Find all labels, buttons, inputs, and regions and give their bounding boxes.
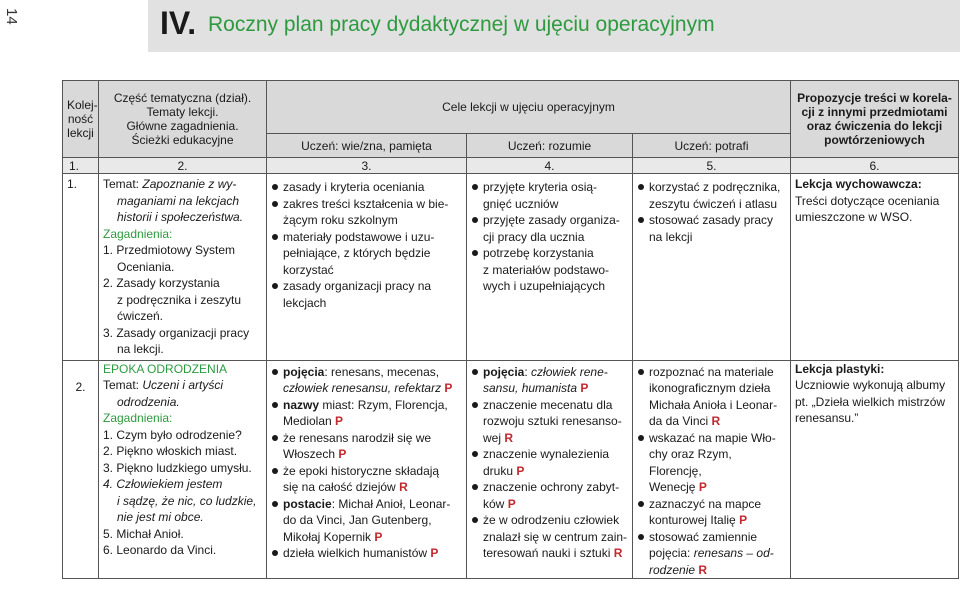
- can-item: stosować zamiennie pojęcia: renesans – od- rodzenie R: [637, 529, 786, 579]
- requirement-level: P: [739, 513, 748, 527]
- chapter-roman: IV.: [160, 5, 197, 41]
- italic-term: renesans – od- rodzenie: [649, 546, 774, 577]
- requirement-level: P: [580, 381, 589, 395]
- proposal-cell: [791, 360, 959, 579]
- issues-label: Zagadnienia:: [103, 226, 173, 241]
- header-knows: Uczeń: wie/zna, pamięta: [267, 134, 467, 158]
- issue-item: 4. Człowiekiem jestem: [103, 477, 223, 491]
- understands-cell: [467, 174, 633, 361]
- lesson-topic: [103, 377, 262, 410]
- issue-item: i sądzę, że nic, co ludzkie,: [117, 493, 257, 508]
- knows-item: że epoki historyczne składają się na całość dziejów R: [271, 463, 462, 496]
- page-title: Roczny plan pracy dydaktycznej w ujęciu operacyjnym: [208, 13, 715, 36]
- can-list: [637, 364, 786, 579]
- can-cell: [633, 174, 791, 361]
- requirement-level: P: [698, 480, 707, 494]
- header-can: Uczeń: potrafi: [633, 134, 791, 158]
- col-number: 3.: [267, 158, 467, 174]
- col-number: 2.: [99, 158, 267, 174]
- understands-cell: [467, 360, 633, 579]
- header-topics: [99, 81, 267, 158]
- col-number: 6.: [791, 158, 959, 174]
- requirement-level: P: [444, 381, 453, 395]
- can-item: rozpoznać na materiale ikonograficznym dzieła Michała Anioła i Leonar- da da Vinci R: [637, 364, 786, 430]
- col-number: 1.: [63, 158, 99, 174]
- topic-text: historii i społeczeństwa.: [117, 210, 244, 224]
- knows-cell: [267, 360, 467, 579]
- can-cell: [633, 360, 791, 579]
- requirement-level: P: [507, 496, 516, 511]
- topic-text: maganiami na lekcjach: [117, 193, 240, 208]
- can-item: korzystać z podręcznika, zeszytu ćwiczeń i atlasu: [637, 179, 786, 212]
- requirement-level: R: [399, 480, 408, 494]
- knows-item: dzieła wielkich humanistów P: [271, 545, 462, 562]
- knows-cell: [267, 174, 467, 361]
- requirement-level: P: [338, 447, 347, 461]
- knows-item: zasady organizacji pracy na lekcjach: [271, 278, 462, 311]
- understands-item: że w odrodzeniu człowiek znalazł się w centrum zain- teresowań nauki i sztuki R: [471, 512, 628, 562]
- understands-list: [471, 364, 628, 562]
- understands-list: [471, 179, 628, 295]
- header-topics-line: Ścieżki edukacyjne: [131, 133, 234, 147]
- issue-item: 1. Czym było odrodzenie?: [103, 427, 242, 442]
- issue-item: z podręcznika i zeszytu: [117, 292, 242, 307]
- topic-text: Zapoznanie z wy-: [142, 177, 237, 191]
- can-item: zaznaczyć na mapce konturowej Italię P: [637, 496, 786, 529]
- knows-item: nazwy miast: Rzym, Florencja, Mediolan P: [271, 397, 462, 430]
- knows-item: zasady i kryteria oceniania: [271, 179, 462, 196]
- issue-item: 3. Piękno ludzkiego umysłu.: [103, 460, 252, 475]
- issue-item: 2. Piękno włoskich miast.: [103, 444, 238, 458]
- can-item: wskazać na mapie Wło- chy oraz Rzym, Florencję, Wenecję P: [637, 430, 786, 496]
- understands-item: znaczenie wynalezienia druku P: [471, 446, 628, 479]
- proposal-text: Treści dotyczące oceniania umieszczone w WSO.: [795, 193, 940, 224]
- issue-item: Oceniania.: [117, 259, 175, 274]
- knows-list: [271, 364, 462, 562]
- italic-term: człowiek renesansu, refektarz: [283, 381, 442, 395]
- requirement-level: P: [335, 414, 344, 428]
- table-row: [63, 174, 959, 361]
- knows-item: postacie: Michał Anioł, Leonar- do da Vinci, Jan Gutenberg, Mikołaj Kopernik P: [271, 496, 462, 546]
- page-number: 14: [3, 8, 20, 25]
- knows-item: materiały podstawowe i uzu- pełniające, z których będzie korzystać: [271, 229, 462, 279]
- col-number: 5.: [633, 158, 791, 174]
- topic-text: odrodzenia.: [117, 394, 180, 409]
- proposal-text: Uczniowie wykonują albumy pt. „Dzieła wielkich mistrzów renesansu.”: [795, 378, 946, 425]
- issue-item: 3. Zasady organizacji pracy: [103, 325, 250, 340]
- knows-list: [271, 179, 462, 311]
- understands-item: znaczenie mecenatu dla rozwoju sztuki renesanso- wej R: [471, 397, 628, 447]
- requirement-level: R: [613, 546, 623, 560]
- header-goals: Cele lekcji w ujęciu operacyjnym: [267, 81, 791, 134]
- knows-item: że renesans narodził się we Włoszech P: [271, 430, 462, 463]
- understands-item: przyjęte kryteria osią- gnięć uczniów: [471, 179, 628, 212]
- table-row: [63, 360, 959, 579]
- issue-item: 5. Michał Anioł.: [103, 526, 184, 541]
- issue-item: ćwiczeń.: [117, 309, 164, 323]
- can-list: [637, 179, 786, 245]
- understands-item: pojęcia: człowiek rene- sansu, humanista P: [471, 364, 628, 397]
- plan-table: [62, 80, 959, 579]
- header-order: Kolej- ność lekcji: [63, 81, 99, 158]
- term-label: nazwy: [283, 397, 320, 412]
- header-understands: Uczeń: rozumie: [467, 134, 633, 158]
- header-topics-line: Tematy lekcji.: [146, 105, 219, 119]
- term-label: pojęcia: [283, 364, 325, 379]
- topic-text: Uczeni i artyści: [142, 378, 224, 392]
- knows-item: pojęcia: renesans, mecenas, człowiek renesansu, refektarz P: [271, 364, 462, 397]
- header-proposals: Propozycje treści w korela- cji z innymi przedmiotami oraz ćwiczenia do lekcji powtórzeniowych: [791, 81, 959, 158]
- lesson-topic-cell: [99, 360, 267, 579]
- understands-item: przyjęte zasady organiza- cji pracy dla ucznia: [471, 212, 628, 245]
- proposal-title: Lekcja wychowawcza:: [795, 177, 922, 191]
- requirement-level: R: [698, 562, 708, 577]
- term-label: postacie: [283, 496, 332, 511]
- issues-label: Zagadnienia:: [103, 411, 173, 425]
- lesson-topic: [103, 176, 262, 226]
- understands-item: potrzebę korzystania z materiałów podstawo- wych i uzupełniających: [471, 245, 628, 295]
- issue-item: na lekcji.: [117, 342, 164, 356]
- understands-item: znaczenie ochrony zabyt- ków P: [471, 479, 628, 512]
- term-label: pojęcia: [483, 364, 525, 379]
- col-number: 4.: [467, 158, 633, 174]
- requirement-level: P: [430, 546, 439, 560]
- requirement-level: P: [374, 529, 383, 544]
- requirement-level: R: [711, 414, 721, 428]
- issue-item: 6. Leonardo da Vinci.: [103, 543, 217, 557]
- section-title: EPOKA ODRODZENIA: [103, 361, 228, 376]
- knows-item: zakres treści kształcenia w bie- żącym roku szkolnym: [271, 196, 462, 229]
- topic-label: Temat:: [103, 378, 143, 392]
- lesson-number: 1.: [63, 174, 99, 361]
- requirement-level: P: [516, 463, 525, 478]
- issue-item: nie jest mi obce.: [117, 510, 204, 524]
- proposal-title: Lekcja plastyki:: [795, 361, 885, 376]
- issue-item: 2. Zasady korzystania: [103, 276, 220, 290]
- lesson-number: 2.: [63, 360, 99, 579]
- topic-label: Temat:: [103, 177, 143, 191]
- issue-item: 1. Przedmiotowy System: [103, 243, 236, 257]
- italic-term: człowiek rene- sansu, humanista: [483, 364, 608, 395]
- can-item: stosować zasady pracy na lekcji: [637, 212, 786, 245]
- proposal-cell: [791, 174, 959, 361]
- header-topics-line: Główne zagadnienia.: [126, 119, 239, 133]
- requirement-level: R: [504, 430, 514, 445]
- lesson-topic-cell: [99, 174, 267, 361]
- header-topics-line: Część tematyczna (dział).: [113, 91, 252, 105]
